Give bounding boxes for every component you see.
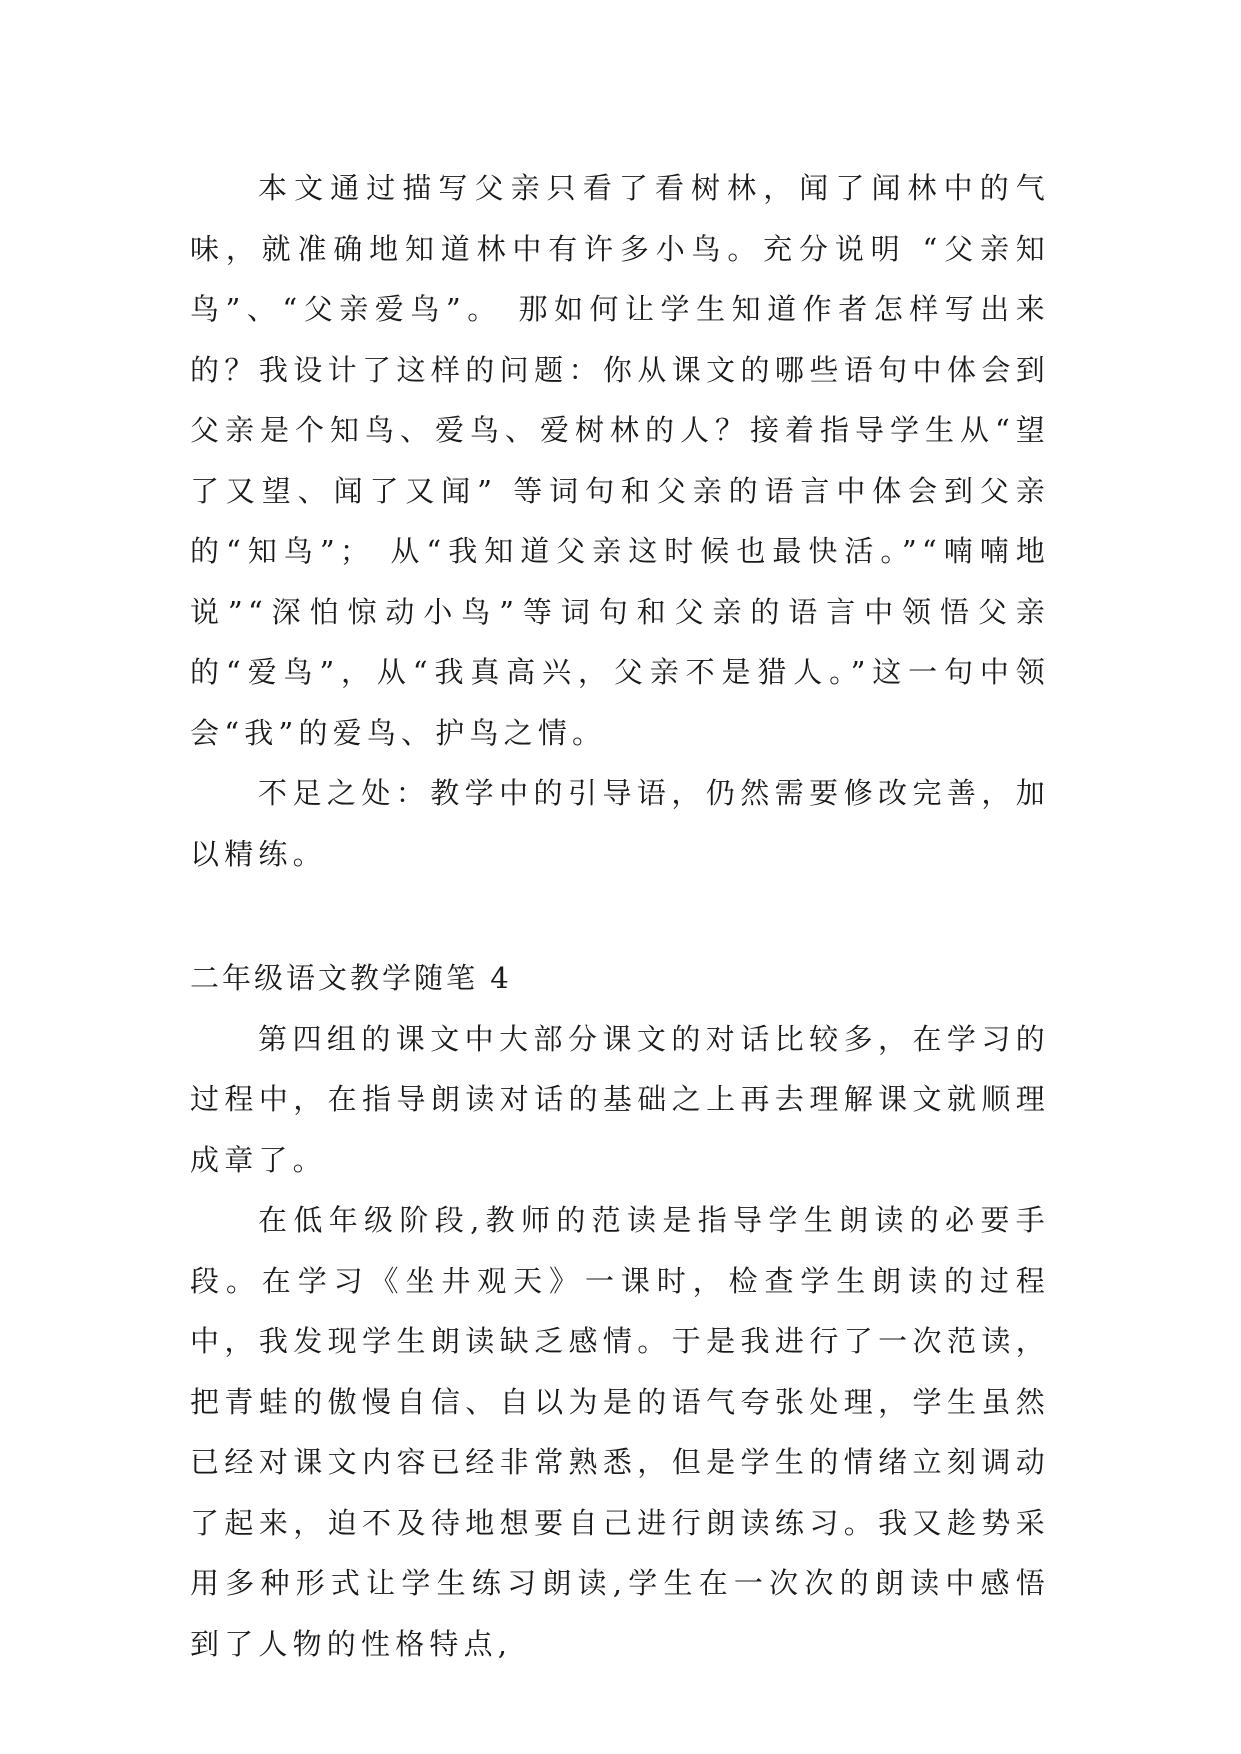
document-page bbox=[190, 158, 1050, 1674]
paragraph-model-reading: 在低年级阶段,教师的范读是指导学生朗读的必要手段。在学习《坐井观天》一课时，检查学生朗读的过程中，我发现学生朗读缺乏感情。于是我进行了一次范读，把青蛙的傲慢自信、自以为是的语气夸张处理，学生虽然已经对课文内容已经非常熟悉，但是学生的情绪立刻调动了起来，迫不及待地想要自己进行朗读练习。我又趁势采用多种形式让学生练习朗读,学生在一次次的朗读中感悟到了人物的性格特点, bbox=[190, 1203, 1050, 1661]
paragraph-bird-analysis: 本文通过描写父亲只看了看树林，闻了闻林中的气味，就准确地知道林中有许多小鸟。充分说明 “父亲知鸟”、“父亲爱鸟”。 那如何让学生知道作者怎样写出来的？我设计了这样的问题：你从课文的哪些语句中体会到父亲是个知鸟、爱鸟、爱树林的人？接着指导学生从“望了又望、闻了又闻” 等词句和父亲的语言中体会到父亲的“知鸟”； 从“我知道父亲这时候也最快活。”“喃喃地说”“深怕惊动小鸟”等词句和父亲的语言中领悟父亲的“爱鸟”，从“我真高兴，父亲不是猎人。”这一句中领会“我”的爱鸟、护鸟之情。 bbox=[190, 171, 1050, 750]
paragraph-shortcomings: 不足之处：教学中的引导语，仍然需要修改完善，加以精练。 bbox=[190, 776, 1050, 871]
paragraph-dialogue-reading: 第四组的课文中大部分课文的对话比较多，在学习的过程中，在指导朗读对话的基础之上再去理解课文就顺理成章了。 bbox=[190, 1021, 1050, 1177]
section-heading: 二年级语文教学随笔 4 bbox=[190, 961, 512, 995]
